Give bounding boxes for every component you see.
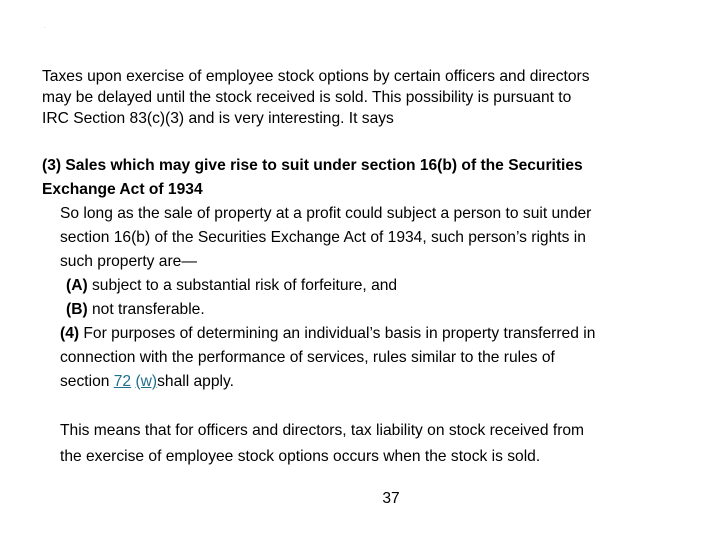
statute-body bbox=[60, 202, 700, 394]
intro-paragraph bbox=[42, 66, 692, 129]
paragraph-4-label: (4) bbox=[60, 325, 80, 342]
statute-line: connection with the performance of services, rules similar to the rules of bbox=[60, 349, 555, 366]
intro-line: IRC Section 83(c)(3) and is very interesting. It says bbox=[42, 110, 394, 127]
clause-b-label: (B) bbox=[66, 301, 88, 318]
paragraph-4-text: For purposes of determining an individual’s basis in property transferred in bbox=[79, 325, 596, 342]
section-suffix: shall apply. bbox=[157, 373, 234, 390]
paragraph-4-last-line bbox=[60, 370, 700, 394]
intro-line: may be delayed until the stock received is sold. This possibility is pursuant to bbox=[42, 89, 572, 106]
section-prefix: section bbox=[60, 373, 114, 390]
clause-b-text: not transferable. bbox=[87, 301, 205, 318]
statute-line: section 16(b) of the Securities Exchange Act of 1934, such person’s rights in bbox=[60, 229, 586, 246]
statute-line: such property are— bbox=[60, 253, 197, 270]
statute-heading-line: (3) Sales which may give rise to suit under section 16(b) of the Securities bbox=[42, 157, 583, 174]
statute-heading bbox=[42, 154, 702, 202]
statute-heading-line: Exchange Act of 1934 bbox=[42, 181, 203, 198]
clause-b bbox=[60, 298, 700, 322]
conclusion-paragraph bbox=[60, 418, 700, 470]
paragraph-4 bbox=[60, 322, 700, 346]
corner-mark: . bbox=[44, 24, 46, 30]
clause-a-label: (A) bbox=[66, 277, 88, 294]
conclusion-line: the exercise of employee stock options occurs when the stock is sold. bbox=[60, 448, 541, 465]
clause-a-text: subject to a substantial risk of forfeiture, and bbox=[87, 277, 398, 294]
clause-a bbox=[60, 274, 700, 298]
page-number: 37 bbox=[382, 490, 400, 507]
subsection-w-link[interactable]: (w) bbox=[135, 373, 158, 390]
statute-line: So long as the sale of property at a profit could subject a person to suit under bbox=[60, 205, 592, 222]
conclusion-line: This means that for officers and directors, tax liability on stock received from bbox=[60, 422, 585, 439]
intro-line: Taxes upon exercise of employee stock options by certain officers and directors bbox=[42, 68, 590, 85]
section-72-link[interactable]: 72 bbox=[113, 373, 132, 390]
